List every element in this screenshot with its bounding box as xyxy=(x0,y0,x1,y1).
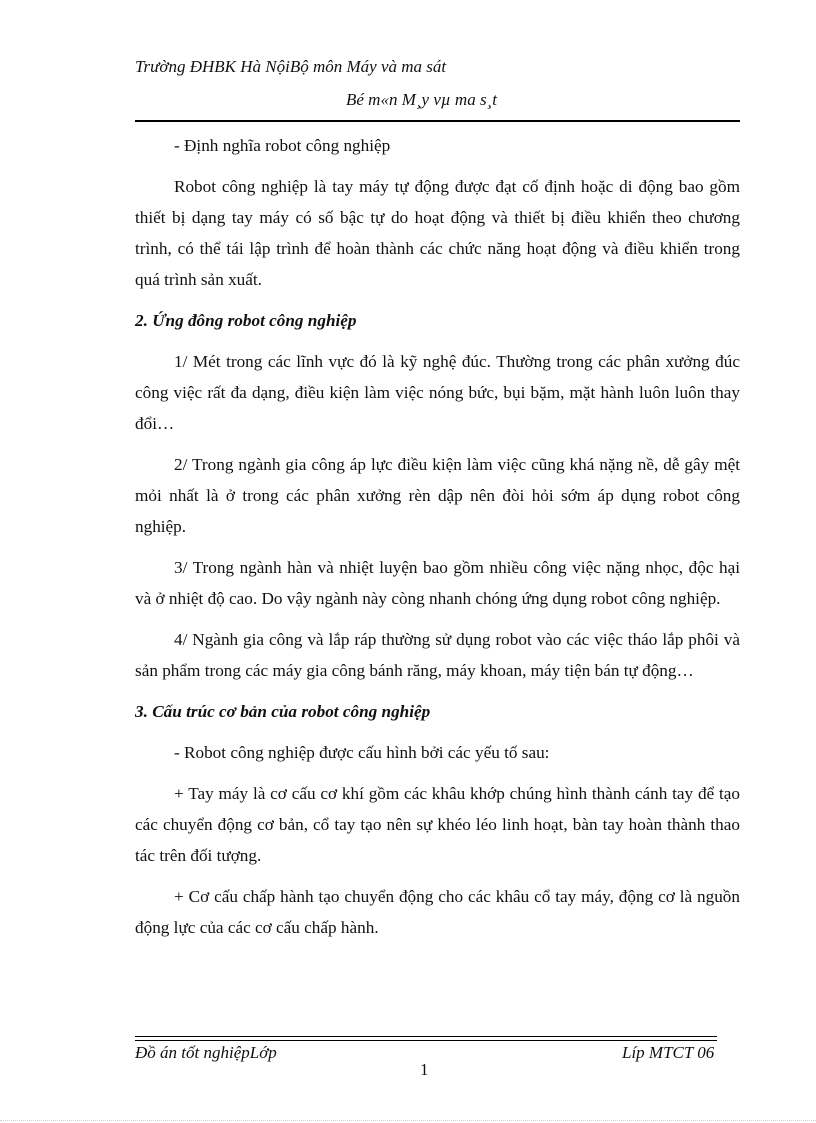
footer-thesis-label: Đồ án tốt nghiệpLớp xyxy=(135,1043,277,1062)
header-school-line: Trường ĐHBK Hà NộiBộ môn Máy và ma sát xyxy=(135,57,447,76)
document-body xyxy=(135,130,740,953)
definition-paragraph: Robot công nghiệp là tay máy tự động được đạt cố định hoặc di động bao gồm thiết bị dạng tay máy có số bậc tự do hoạt động và thiết bị điều khiển theo chương trình, có thể tái lập trình để hoàn thành các chức năng hoạt động và điều khiển trong quá trình sản xuất. xyxy=(135,177,740,289)
definition-title: - Định nghĩa robot công nghiệp xyxy=(174,136,391,155)
section-2-item: 4/ Ngành gia công và lắp ráp thường sử dụng robot vào các việc tháo lắp phôi và sản phẩm trong các máy gia công bánh răng, máy khoan, máy tiện bán tự động… xyxy=(135,630,740,680)
footer-divider-bottom xyxy=(135,1040,717,1041)
section-3-item: + Tay máy là cơ cấu cơ khí gồm các khâu khớp chúng hình thành cánh tay để tạo các chuyển động cơ bản, cổ tay tạo nên sự khéo léo linh hoạt, bàn tay hoàn thành thao tác trên đối tượng. xyxy=(135,784,740,865)
section-2-item: 2/ Trong ngành gia công áp lực điều kiện làm việc cũng khá nặng nề, dễ gây mệt mỏi nhất là ở trong các phân xưởng rèn dập nên đòi hỏi sớm áp dụng robot công nghiệp. xyxy=(135,455,740,536)
footer-divider-top xyxy=(135,1036,717,1037)
page-edge xyxy=(0,1120,816,1121)
footer-class-label: Líp MTCT 06 xyxy=(622,1043,715,1062)
section-2-heading: 2. Ứng đông robot công nghiệp xyxy=(135,311,357,330)
section-3-intro: - Robot công nghiệp được cấu hình bởi các yếu tố sau: xyxy=(174,743,550,762)
section-3-item: + Cơ cấu chấp hành tạo chuyển động cho các khâu cổ tay máy, động cơ là nguồn động lực của các cơ cấu chấp hành. xyxy=(135,887,740,937)
header-department-line: Bé m«n M¸y vµ ma s¸t xyxy=(346,90,497,109)
section-3-heading: 3. Cấu trúc cơ bản của robot công nghiệp xyxy=(135,702,431,721)
page-number: 1 xyxy=(420,1060,429,1079)
section-2-item: 1/ Mét trong các lĩnh vực đó là kỹ nghệ đúc. Thường trong các phân xưởng đúc công việc rất đa dạng, điều kiện làm việc nóng bức, bụi bặm, mặt hành luôn luôn thay đổi… xyxy=(135,352,740,433)
section-2-item: 3/ Trong ngành hàn và nhiệt luyện bao gồm nhiều công việc nặng nhọc, độc hại và ở nhiệt độ cao. Do vậy ngành này còng nhanh chóng ứng dụng robot công nghiệp. xyxy=(135,558,740,608)
header-divider xyxy=(135,120,740,122)
